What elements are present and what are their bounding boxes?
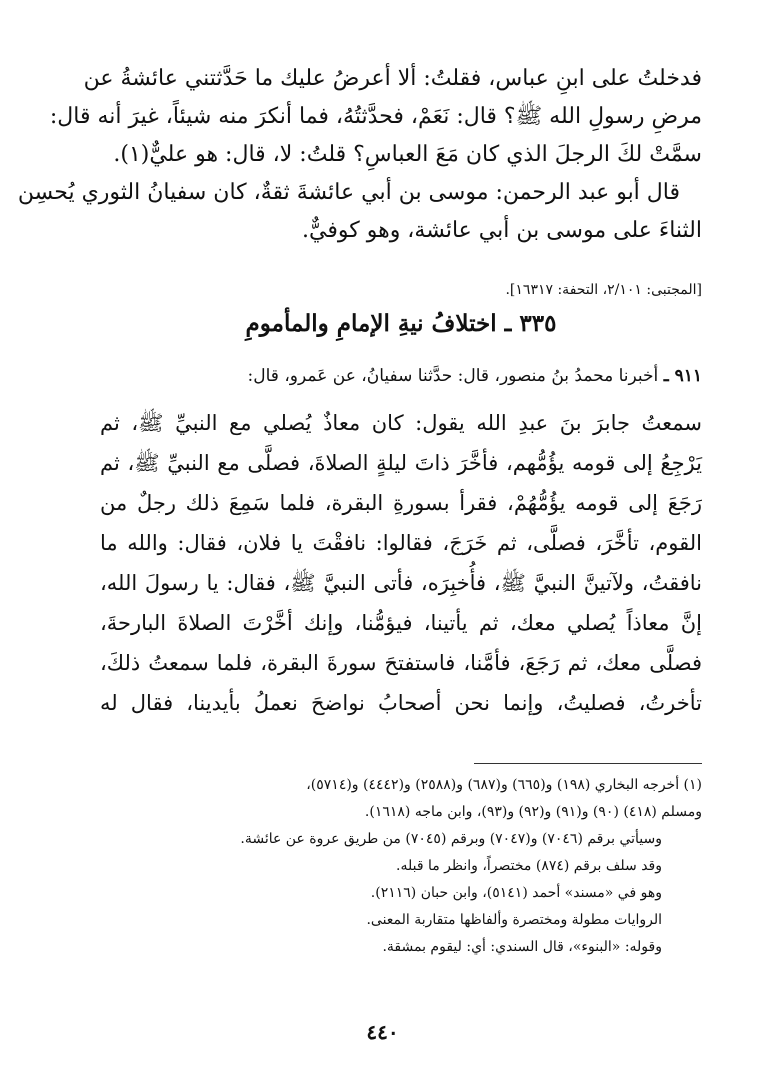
hadith-isnad: أخبرنا محمدُ بنُ منصور، قال: حدَّثنا سفيانُ، عن عَمرو، قال: [247, 366, 659, 386]
source-reference: [المجتبى: ٢/١٠١، التحفة: ١٦٣١٧]. [505, 282, 702, 298]
page-number: ٤٤٠ [366, 1020, 399, 1044]
footnote-line: وقوله: «البنوء»، قال السندي: أي: ليقوم بمشقة. [382, 939, 662, 955]
footnotes [100, 772, 702, 961]
text-line: نافقتُ، ولآتينَّ النبيَّ ﷺ، فأُخبِرَه، فأتى النبيَّ ﷺ، فقال: يا رسولَ الله، [100, 571, 702, 595]
text-line: فصلَّى معك، ثم رَجَعَ، فأمَّنا، فاستفتحَ سورةَ البقرة، فلما سمعتُ ذلكَ، [100, 651, 702, 675]
footnote-line: (١) أخرجه البخاري (١٩٨) و(٦٦٥) و(٦٨٧) و(٢٥٨٨) و(٤٤٤٢) و(٥٧١٤)، [306, 777, 702, 793]
text-line: مرضِ رسولِ الله ﷺ؟ قال: نَعَمْ، فحدَّثتُهُ، فما أنكرَ منه شيئاً، غيرَ أنه قال: [49, 104, 702, 129]
text-line: فدخلتُ على ابنِ عباس، فقلتُ: ألا أعرضُ عليك ما حَدَّثتني عائشةُ عن [83, 66, 702, 91]
footnote-line: وهو في «مسند» أحمد (٥١٤١)، وابن حبان (٢١١٦). [370, 885, 662, 901]
text-line: تأخرتُ، فصليتُ، وإنما نحن أصحابُ نواضحَ نعملُ بأيدينا، فقال له [100, 691, 702, 715]
footnote-line: وقد سلف برقم (٨٧٤) مختصراً، وانظر ما قبله. [396, 858, 662, 874]
text-line: القوم، تأخَّرَ، فصلَّى، ثم خَرَجَ، فقالوا: نافقْتَ يا فلان، فقال: والله ما [100, 531, 702, 555]
text-line: رَجَعَ إلى قومه يؤُمُّهُمْ، فقرأ بسورةِ البقرة، فلما سَمِعَ ذلك رجلٌ من [100, 491, 702, 515]
hadith-number: ٩١١ ـ [663, 366, 702, 386]
footnote-separator [474, 763, 702, 764]
text-line: سمعتُ جابرَ بنَ عبدِ الله يقول: كان معاذٌ يُصلي مع النبيِّ ﷺ، ثم [100, 411, 702, 435]
chapter-title: ٣٣٥ ـ اختلافُ نيةِ الإمامِ والمأمومِ [245, 310, 557, 337]
footnote-line: الروايات مطولة ومختصرة وألفاظها متقاربة المعنى. [366, 912, 662, 928]
footnote-line: ومسلم (٤١٨) (٩٠) و(٩١) و(٩٢) و(٩٣)، وابن ماجه (١٦١٨). [364, 804, 702, 820]
text-line: سمَّتْ لكَ الرجلَ الذي كان مَعَ العباسِ؟ قلتُ: لا، قال: هو عليٌّ(١). [113, 142, 702, 167]
hadith-header [100, 366, 702, 386]
text-line: إنَّ معاذاً يُصلي معك، ثم يأتينا، فيؤمُّنا، وإنك أخَّرْتَ الصلاةَ البارحةَ، [100, 611, 702, 635]
comment-line: الثناءَ على موسى بن أبي عائشة، وهو كوفيٌّ. [302, 218, 702, 243]
previous-hadith-text [17, 60, 702, 250]
hadith-body [100, 403, 702, 723]
text-line: يَرْجِعُ إلى قومه يؤُمُّهم، فأخَّرَ ذاتَ ليلةٍ الصلاةَ، فصلَّى مع النبيِّ ﷺ، ثم [100, 451, 702, 475]
footnote-line: وسيأتي برقم (٧٠٤٦) و(٧٠٤٧) وبرقم (٧٠٤٥) من طريق عروة عن عائشة. [240, 831, 662, 847]
comment-line: قال أبو عبد الرحمن: موسى بن أبي عائشةَ ثقةٌ، كان سفيانُ الثوري يُحسِن [17, 180, 680, 205]
